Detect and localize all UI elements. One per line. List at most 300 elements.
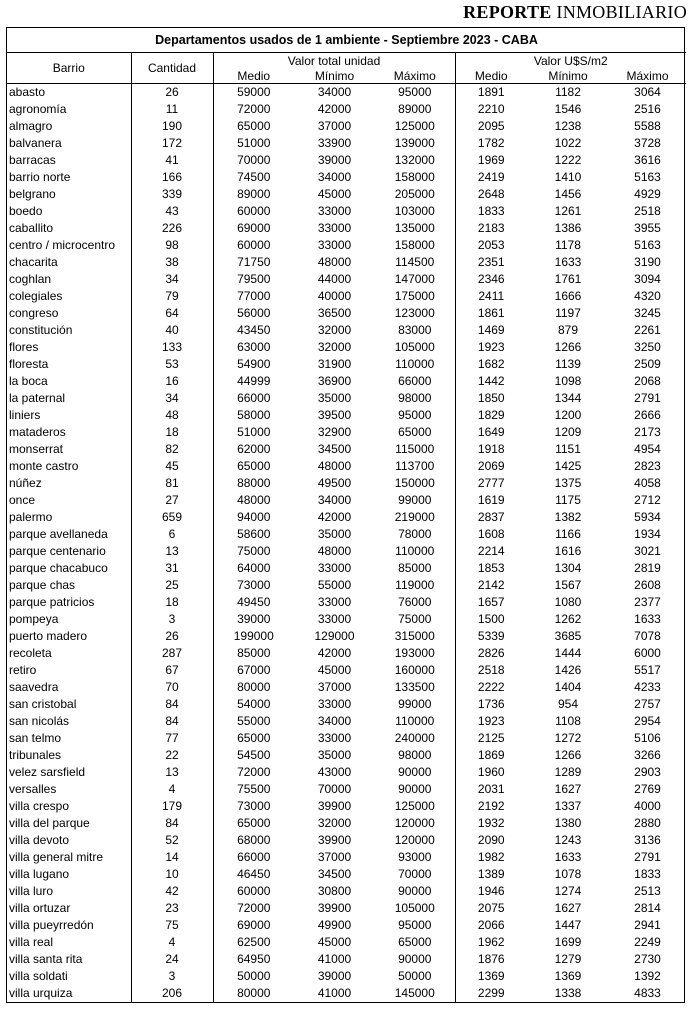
cell-m2-maximo: 2903	[634, 765, 661, 779]
table-row	[7, 254, 686, 271]
cell-cantidad: 26	[131, 84, 213, 102]
cell-m2-minimo: 1022	[554, 136, 582, 150]
cell-total-minimo: 33000	[317, 595, 352, 609]
cell-m2-minimo: 1209	[554, 425, 582, 439]
cell-total-minimo: 45000	[317, 935, 352, 949]
cell-m2-maximo: 2666	[634, 408, 661, 422]
cell-m2-maximo: 2791	[634, 850, 661, 864]
cell-total-medio: 77000	[237, 289, 271, 303]
cell-total-medio: 60000	[237, 884, 271, 898]
table-row	[7, 288, 686, 305]
cell-total-maximo: 120000	[375, 832, 455, 849]
cell-cantidad: 82	[131, 441, 213, 458]
table-row	[7, 101, 686, 118]
cell-m2-minimo: 954	[557, 697, 579, 711]
cell-m2-minimo: 1175	[555, 493, 581, 507]
cell-total-maximo: 105000	[375, 900, 455, 917]
cell-total-medio: 59000	[237, 85, 271, 99]
cell-total-medio: 60000	[237, 238, 271, 252]
cell-total-minimo: 42000	[317, 102, 352, 116]
cell-barrio: parque chas	[7, 577, 131, 594]
cell-total-medio: 69000	[237, 918, 271, 932]
cell-cantidad: 3	[131, 611, 213, 628]
cell-m2-minimo: 1197	[555, 306, 581, 320]
cell-total-minimo: 32000	[317, 816, 352, 830]
cell-m2-maximo: 1633	[634, 612, 661, 626]
cell-total-maximo: 89000	[375, 101, 455, 118]
table-row	[7, 492, 686, 509]
table-row	[7, 339, 686, 356]
cell-cantidad: 166	[131, 169, 213, 186]
cell-total-maximo: 93000	[375, 849, 455, 866]
cell-total-minimo: 33000	[317, 612, 352, 626]
cell-m2-maximo: 6000	[634, 646, 661, 660]
cell-cantidad: 38	[131, 254, 213, 271]
cell-cantidad: 26	[131, 628, 213, 645]
cell-m2-medio: 1918	[477, 442, 505, 456]
cell-barrio: villa ortuzar	[7, 900, 131, 917]
cell-total-minimo: 45000	[317, 187, 352, 201]
cell-total-medio: 75500	[237, 782, 271, 796]
cell-m2-maximo: 3245	[634, 306, 661, 320]
cell-total-medio: 51000	[237, 425, 271, 439]
cell-total-maximo: 95000	[375, 407, 455, 424]
cell-total-medio: 54900	[237, 357, 271, 371]
cell-total-minimo: 42000	[317, 510, 352, 524]
cell-m2-maximo: 3094	[634, 272, 661, 286]
cell-m2-minimo: 1447	[554, 918, 582, 932]
table-row	[7, 169, 686, 186]
cell-total-medio: 54000	[237, 697, 271, 711]
cell-m2-maximo: 2769	[634, 782, 661, 796]
cell-m2-medio: 1960	[477, 765, 505, 779]
cell-m2-minimo: 1222	[554, 153, 582, 167]
cell-m2-minimo: 1616	[554, 544, 582, 558]
cell-m2-medio: 1853	[477, 561, 505, 575]
cell-total-minimo: 33000	[317, 731, 352, 745]
cell-cantidad: 10	[131, 866, 213, 883]
cell-barrio: recoleta	[7, 645, 131, 662]
table-row	[7, 611, 686, 628]
cell-total-medio: 39000	[237, 612, 271, 626]
cell-barrio: san telmo	[7, 730, 131, 747]
table-row	[7, 390, 686, 407]
cell-barrio: villa pueyrredón	[7, 917, 131, 934]
cell-total-minimo: 34000	[317, 85, 352, 99]
cell-barrio: mataderos	[7, 424, 131, 441]
cell-m2-maximo: 2377	[634, 595, 661, 609]
table-row	[7, 203, 686, 220]
cell-m2-minimo: 1274	[554, 884, 582, 898]
cell-m2-maximo: 3021	[634, 544, 661, 558]
cell-cantidad: 13	[131, 543, 213, 560]
cell-total-maximo: 120000	[375, 815, 455, 832]
cell-barrio: versalles	[7, 781, 131, 798]
cell-cantidad: 31	[131, 560, 213, 577]
table-row	[7, 458, 686, 475]
table-row	[7, 679, 686, 696]
cell-total-medio: 88000	[237, 476, 271, 490]
header-total-maximo: Máximo	[375, 69, 455, 84]
cell-total-maximo: 105000	[375, 339, 455, 356]
header-total-minimo: Mínimo	[314, 69, 355, 83]
cell-total-minimo: 37000	[317, 680, 352, 694]
cell-total-maximo: 158000	[375, 169, 455, 186]
cell-m2-medio: 2183	[477, 221, 505, 235]
cell-m2-medio: 2419	[477, 170, 505, 184]
cell-total-minimo: 39900	[317, 833, 352, 847]
cell-cantidad: 16	[131, 373, 213, 390]
cell-total-minimo: 36900	[317, 374, 352, 388]
cell-total-medio: 54500	[237, 748, 271, 762]
cell-total-maximo: 103000	[375, 203, 455, 220]
cell-total-maximo: 133500	[375, 679, 455, 696]
cell-barrio: la paternal	[7, 390, 131, 407]
cell-m2-minimo: 1369	[554, 969, 582, 983]
table-row	[7, 220, 686, 237]
cell-cantidad: 79	[131, 288, 213, 305]
table-row	[7, 373, 686, 390]
cell-m2-maximo: 5163	[634, 170, 661, 184]
cell-total-medio: 73000	[237, 799, 271, 813]
table-row	[7, 883, 686, 900]
cell-barrio: san nicolás	[7, 713, 131, 730]
cell-m2-minimo: 1289	[554, 765, 582, 779]
table-row	[7, 696, 686, 713]
cell-total-minimo: 33000	[317, 697, 352, 711]
cell-m2-minimo: 1425	[554, 459, 582, 473]
cell-m2-minimo: 1426	[554, 663, 582, 677]
cell-m2-maximo: 3955	[634, 221, 661, 235]
cell-m2-medio: 2351	[477, 255, 505, 269]
cell-total-medio: 65000	[237, 731, 271, 745]
table-row	[7, 747, 686, 764]
cell-total-medio: 72000	[237, 901, 271, 915]
cell-m2-maximo: 3616	[634, 153, 661, 167]
cell-m2-minimo: 1098	[554, 374, 582, 388]
cell-m2-medio: 1369	[477, 969, 505, 983]
cell-total-minimo: 49900	[317, 918, 352, 932]
cell-cantidad: 18	[131, 594, 213, 611]
cell-total-minimo: 34000	[317, 714, 352, 728]
cell-barrio: villa general mitre	[7, 849, 131, 866]
cell-total-maximo: 115000	[375, 441, 455, 458]
cell-barrio: parque chacabuco	[7, 560, 131, 577]
table-row	[7, 237, 686, 254]
cell-total-maximo: 90000	[375, 781, 455, 798]
cell-m2-minimo: 1627	[554, 782, 582, 796]
header-m2-medio: Medio	[474, 69, 508, 83]
cell-total-medio: 80000	[237, 986, 271, 1000]
cell-m2-maximo: 4954	[634, 442, 661, 456]
cell-barrio: caballito	[7, 220, 131, 237]
cell-m2-minimo: 1266	[554, 748, 582, 762]
cell-m2-maximo: 3064	[634, 85, 661, 99]
brand-logo	[463, 2, 687, 23]
cell-m2-maximo: 4233	[634, 680, 661, 694]
cell-total-minimo: 35000	[317, 527, 352, 541]
header-barrio: Barrio	[7, 53, 131, 84]
cell-cantidad: 11	[131, 101, 213, 118]
cell-total-medio: 51000	[237, 136, 271, 150]
cell-total-medio: 55000	[237, 714, 271, 728]
table-row	[7, 441, 686, 458]
cell-m2-medio: 2346	[477, 272, 505, 286]
cell-m2-medio: 1682	[477, 357, 505, 371]
cell-m2-medio: 1500	[477, 612, 505, 626]
cell-m2-minimo: 1456	[554, 187, 582, 201]
cell-barrio: monserrat	[7, 441, 131, 458]
cell-total-maximo: 114500	[375, 254, 455, 271]
cell-m2-maximo: 2068	[634, 374, 661, 388]
cell-barrio: constitución	[7, 322, 131, 339]
cell-m2-minimo: 1262	[554, 612, 582, 626]
cell-m2-minimo: 1546	[554, 102, 582, 116]
cell-total-minimo: 39500	[317, 408, 352, 422]
cell-m2-medio: 1736	[477, 697, 505, 711]
cell-m2-medio: 1861	[477, 306, 505, 320]
cell-cantidad: 75	[131, 917, 213, 934]
cell-total-maximo: 145000	[375, 985, 455, 1002]
table-row	[7, 152, 686, 169]
cell-m2-medio: 1923	[477, 714, 505, 728]
cell-m2-minimo: 1380	[554, 816, 582, 830]
cell-total-medio: 69000	[237, 221, 271, 235]
table-row	[7, 424, 686, 441]
table-row	[7, 407, 686, 424]
cell-barrio: puerto madero	[7, 628, 131, 645]
cell-total-medio: 62000	[237, 442, 271, 456]
cell-total-medio: 64950	[237, 952, 271, 966]
cell-total-maximo: 123000	[375, 305, 455, 322]
cell-barrio: balvanera	[7, 135, 131, 152]
cell-barrio: villa urquiza	[7, 985, 131, 1002]
cell-m2-medio: 2031	[477, 782, 505, 796]
cell-m2-maximo: 1833	[634, 867, 661, 881]
cell-barrio: abasto	[7, 84, 131, 102]
cell-barrio: barrio norte	[7, 169, 131, 186]
cell-m2-minimo: 1337	[554, 799, 582, 813]
cell-cantidad: 287	[131, 645, 213, 662]
cell-total-minimo: 42000	[317, 646, 352, 660]
cell-total-maximo: 113700	[375, 458, 455, 475]
cell-total-maximo: 110000	[375, 713, 455, 730]
cell-total-minimo: 33000	[317, 561, 352, 575]
cell-m2-maximo: 4000	[634, 799, 661, 813]
header-cantidad: Cantidad	[131, 53, 213, 84]
cell-m2-medio: 2066	[477, 918, 505, 932]
cell-m2-maximo: 3136	[634, 833, 661, 847]
cell-cantidad: 179	[131, 798, 213, 815]
cell-barrio: villa luro	[7, 883, 131, 900]
cell-total-medio: 79500	[237, 272, 271, 286]
cell-barrio: centro / microcentro	[7, 237, 131, 254]
cell-barrio: villa del parque	[7, 815, 131, 832]
cell-total-minimo: 39900	[317, 799, 352, 813]
cell-barrio: parque centenario	[7, 543, 131, 560]
cell-m2-medio: 2826	[477, 646, 505, 660]
cell-barrio: saavedra	[7, 679, 131, 696]
cell-total-minimo: 39000	[317, 969, 352, 983]
cell-m2-medio: 1891	[477, 85, 505, 99]
table-row	[7, 543, 686, 560]
cell-cantidad: 67	[131, 662, 213, 679]
cell-total-maximo: 219000	[375, 509, 455, 526]
cell-cantidad: 14	[131, 849, 213, 866]
cell-total-medio: 74500	[237, 170, 271, 184]
cell-total-maximo: 85000	[375, 560, 455, 577]
cell-cantidad: 13	[131, 764, 213, 781]
cell-total-medio: 65000	[237, 816, 271, 830]
cell-m2-medio: 2125	[477, 731, 505, 745]
table-body	[7, 84, 686, 1003]
cell-m2-maximo: 3266	[634, 748, 661, 762]
cell-total-medio: 65000	[237, 459, 271, 473]
cell-barrio: la boca	[7, 373, 131, 390]
cell-cantidad: 27	[131, 492, 213, 509]
cell-total-medio: 65000	[237, 119, 271, 133]
cell-total-minimo: 48000	[317, 459, 352, 473]
cell-total-medio: 43450	[237, 323, 271, 337]
cell-total-minimo: 33900	[317, 136, 352, 150]
cell-m2-minimo: 1567	[554, 578, 582, 592]
cell-m2-maximo: 2518	[634, 204, 661, 218]
cell-m2-maximo: 2823	[634, 459, 661, 473]
cell-total-minimo: 34500	[317, 867, 352, 881]
cell-m2-maximo: 5588	[634, 119, 661, 133]
cell-total-medio: 80000	[237, 680, 271, 694]
cell-m2-minimo: 1139	[555, 357, 581, 371]
cell-total-maximo: 90000	[375, 951, 455, 968]
cell-m2-medio: 1608	[477, 527, 505, 541]
cell-total-minimo: 35000	[317, 748, 352, 762]
cell-m2-minimo: 1666	[554, 289, 582, 303]
cell-total-maximo: 119000	[375, 577, 455, 594]
cell-cantidad: 18	[131, 424, 213, 441]
cell-total-minimo: 34000	[317, 170, 352, 184]
cell-total-maximo: 76000	[375, 594, 455, 611]
cell-barrio: colegiales	[7, 288, 131, 305]
cell-cantidad: 24	[131, 951, 213, 968]
cell-total-maximo: 315000	[375, 628, 455, 645]
cell-cantidad: 40	[131, 322, 213, 339]
table-row	[7, 900, 686, 917]
cell-total-maximo: 205000	[375, 186, 455, 203]
table-row	[7, 985, 686, 1002]
cell-m2-medio: 1932	[477, 816, 505, 830]
cell-total-minimo: 48000	[317, 544, 352, 558]
table-row	[7, 271, 686, 288]
table-row	[7, 866, 686, 883]
cell-m2-maximo: 5934	[634, 510, 661, 524]
cell-total-maximo: 83000	[375, 322, 455, 339]
cell-total-minimo: 32900	[317, 425, 352, 439]
cell-total-medio: 70000	[237, 153, 271, 167]
cell-cantidad: 41	[131, 152, 213, 169]
cell-m2-medio: 1876	[477, 952, 505, 966]
cell-m2-maximo: 2730	[634, 952, 661, 966]
cell-m2-medio: 2777	[477, 476, 505, 490]
cell-total-minimo: 55000	[317, 578, 352, 592]
cell-total-maximo: 193000	[375, 645, 455, 662]
table-row	[7, 645, 686, 662]
cell-total-maximo: 75000	[375, 611, 455, 628]
cell-m2-maximo: 1392	[634, 969, 661, 983]
cell-m2-minimo: 1344	[554, 391, 582, 405]
cell-m2-maximo: 2516	[634, 102, 661, 116]
cell-total-minimo: 37000	[317, 850, 352, 864]
cell-m2-medio: 1833	[477, 204, 505, 218]
brand-regular: INMOBILIARIO	[556, 2, 687, 22]
cell-total-maximo: 99000	[375, 492, 455, 509]
cell-total-maximo: 95000	[375, 84, 455, 102]
cell-cantidad: 23	[131, 900, 213, 917]
cell-cantidad: 133	[131, 339, 213, 356]
cell-cantidad: 43	[131, 203, 213, 220]
cell-total-maximo: 240000	[375, 730, 455, 747]
cell-m2-maximo: 2941	[634, 918, 661, 932]
cell-m2-medio: 1829	[477, 408, 505, 422]
header-m2-maximo: Máximo	[626, 69, 669, 83]
cell-barrio: villa santa rita	[7, 951, 131, 968]
cell-total-minimo: 41000	[317, 986, 352, 1000]
cell-barrio: almagro	[7, 118, 131, 135]
table-row	[7, 968, 686, 985]
cell-m2-maximo: 5163	[634, 238, 661, 252]
cell-m2-medio: 2069	[477, 459, 505, 473]
cell-cantidad: 172	[131, 135, 213, 152]
cell-m2-medio: 2192	[477, 799, 505, 813]
table-title: Departamentos usados de 1 ambiente - Septiembre 2023 - CABA	[7, 28, 686, 53]
cell-m2-medio: 1869	[477, 748, 505, 762]
cell-total-minimo: 40000	[317, 289, 352, 303]
cell-total-medio: 48000	[237, 493, 271, 507]
cell-m2-maximo: 2819	[634, 561, 661, 575]
cell-total-medio: 199000	[233, 629, 274, 643]
cell-total-maximo: 70000	[375, 866, 455, 883]
cell-cantidad: 190	[131, 118, 213, 135]
cell-barrio: parque avellaneda	[7, 526, 131, 543]
cell-m2-minimo: 1444	[554, 646, 582, 660]
cell-total-minimo: 39900	[317, 901, 352, 915]
cell-cantidad: 4	[131, 781, 213, 798]
cell-total-medio: 49450	[237, 595, 271, 609]
cell-m2-maximo: 2757	[634, 697, 661, 711]
cell-m2-maximo: 2814	[634, 901, 661, 915]
brand-bold: REPORTE	[463, 2, 552, 22]
cell-total-medio: 58600	[237, 527, 271, 541]
cell-barrio: boedo	[7, 203, 131, 220]
cell-m2-maximo: 2173	[634, 425, 661, 439]
header-group-m2: Valor U$S/m2	[533, 54, 608, 68]
cell-m2-medio: 1649	[477, 425, 505, 439]
cell-barrio: pompeya	[7, 611, 131, 628]
cell-total-maximo: 98000	[375, 747, 455, 764]
cell-total-medio: 71750	[237, 255, 271, 269]
cell-total-medio: 89000	[237, 187, 271, 201]
table-row	[7, 526, 686, 543]
table-row	[7, 628, 686, 645]
cell-m2-minimo: 1375	[554, 476, 582, 490]
cell-m2-maximo: 3250	[634, 340, 661, 354]
cell-m2-medio: 1982	[477, 850, 505, 864]
cell-total-medio: 85000	[237, 646, 271, 660]
cell-m2-minimo: 1633	[554, 850, 582, 864]
cell-cantidad: 70	[131, 679, 213, 696]
cell-m2-maximo: 2954	[634, 714, 661, 728]
cell-total-minimo: 44000	[317, 272, 352, 286]
cell-cantidad: 6	[131, 526, 213, 543]
